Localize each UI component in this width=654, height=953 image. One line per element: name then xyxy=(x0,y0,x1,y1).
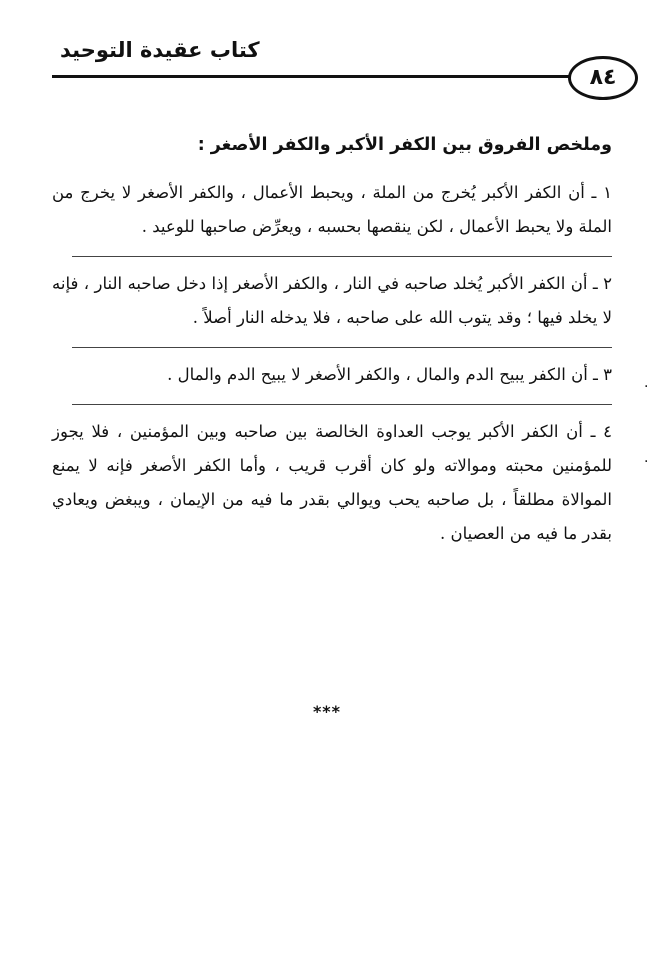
paragraph-divider xyxy=(72,347,612,348)
page-content xyxy=(52,128,612,563)
section-separator: *** xyxy=(312,702,342,721)
paragraph-3: ٣ ـ أن الكفر يبيح الدم والمال ، والكفر الأصغر لا يبيح الدم والمال . xyxy=(167,365,612,384)
page-number: ٨٤ xyxy=(568,56,638,100)
section-heading: وملخص الفروق بين الكفر الأكبر والكفر الأصغر : xyxy=(197,135,612,155)
paragraph-4: ٤ ـ أن الكفر الأكبر يوجب العداوة الخالصة بين صاحبه وبين المؤمنين ، فلا يجوز للمؤمنين محبته وموالاته ولو كان أقرب قريب ، وأما الكفر الأصغر فإنه لا يمنع الموالاة مطلقاً ، بل صاحبه يحب ويوالي بقدر ما فيه من الإيمان ، ويبغض ويعادي بقدر ما فيه من العصيان . xyxy=(52,422,612,543)
book-title: كتاب عقيدة التوحيد xyxy=(60,38,260,62)
margin-mark: . xyxy=(644,375,649,391)
header-rule xyxy=(52,75,572,78)
paragraph-2: ٢ ـ أن الكفر الأكبر يُخلد صاحبه في النار ، والكفر الأصغر إذا دخل صاحبه النار ، فإنه لا يخلد فيها ؛ وقد يتوب الله على صاحبه ، فلا يدخله النار أصلاً . xyxy=(52,274,612,327)
paragraph-divider xyxy=(72,256,612,257)
paragraph-divider xyxy=(72,404,612,405)
paragraph-1: ١ ـ أن الكفر الأكبر يُخرج من الملة ، ويحبط الأعمال ، والكفر الأصغر لا يخرج من الملة ولا يحبط الأعمال ، لكن ينقصها بحسبه ، ويعرِّض صاحبها للوعيد . xyxy=(52,183,612,236)
margin-mark: . xyxy=(644,450,649,466)
